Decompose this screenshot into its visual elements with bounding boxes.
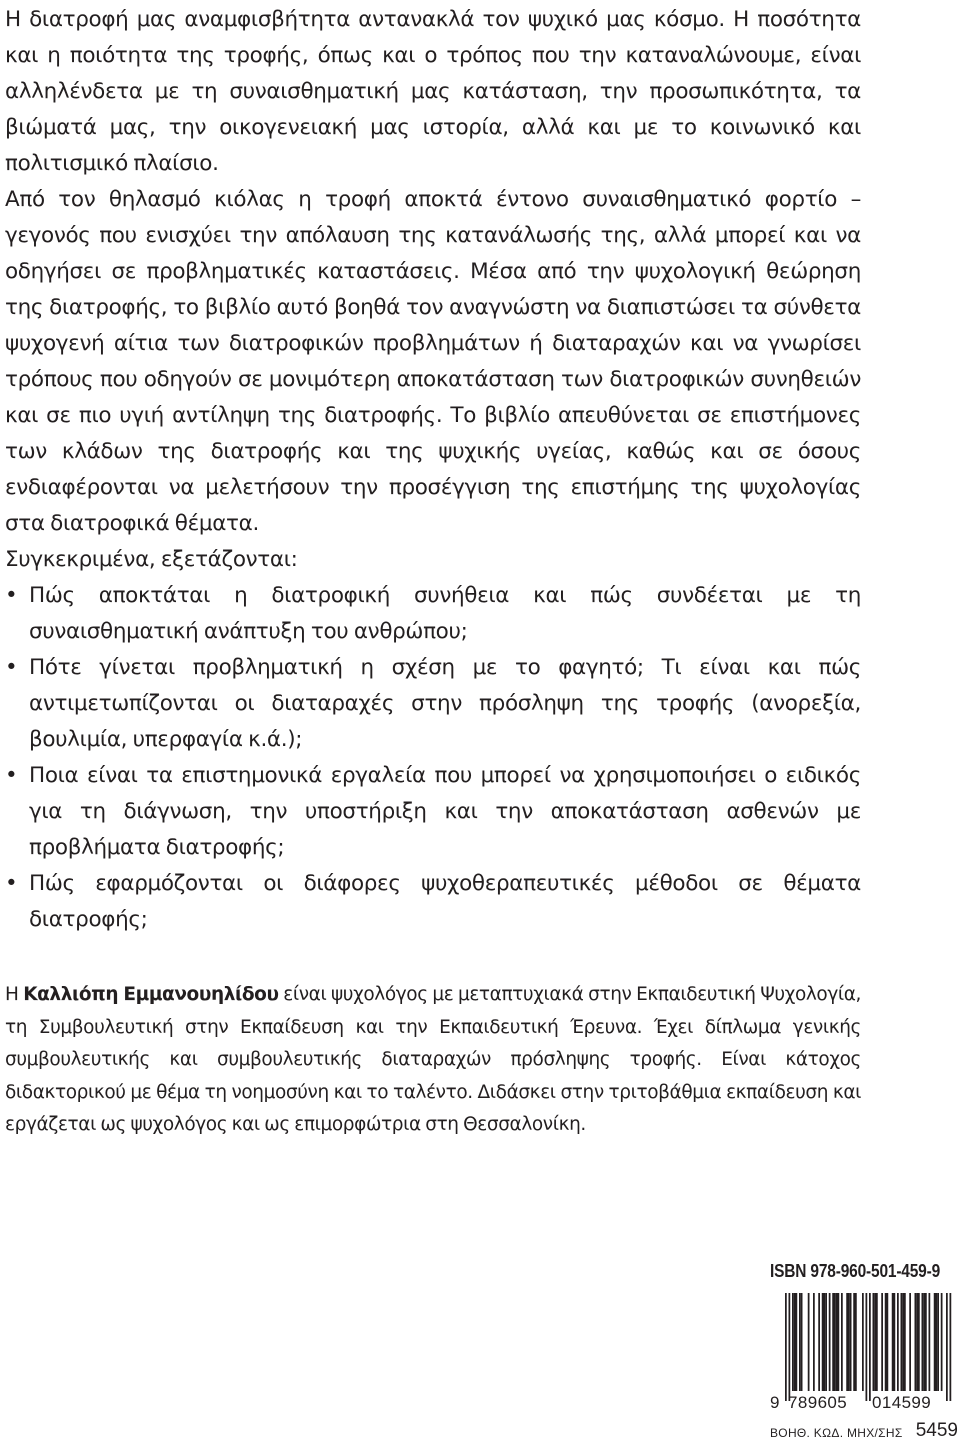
barcode-digit-group-left: 789605 <box>788 1393 848 1412</box>
list-item-text: Πότε γίνεται προβληματική η σχέση με το φαγητό; Τι είναι και πώς αντιμετωπίζονται οι διαταραχές στην πρόσληψη της τροφής (ανορεξία, βουλιμία, υπερφαγία κ.ά.); <box>29 655 861 752</box>
list-item-text: Ποια είναι τα επιστημονικά εργαλεία που μπορεί να χρησιμοποιήσει ο ειδικός για τη διάγνωση, την υποστήριξη και την αποκατάσταση ασθενών με προβλήματα διατροφής; <box>29 763 861 860</box>
list-intro: Συγκεκριμένα, εξετάζονται: <box>5 547 298 572</box>
body-paragraph: Από τον θηλασμό κιόλας η τροφή αποκτά έντονο συναισθηματικό φορτίο – γεγονός που ενισχύει την απόλαυση της κατανάλωσής της, αλλά μπορεί και να οδηγήσει σε προβληματικές καταστάσεις. Μέσα από την ψυχολογική θεώρηση της διατροφής, το βιβλίο αυτό βοηθά τον αναγνώστη να διαπιστώσει τα σύνθετα ψυχογενή αίτια των διατροφικών προβλημάτων ή διαταραχών και να γνωρίσει τρόπους που οδηγούν σε μονιμότερη αποκατάσταση των διατροφικών συνηθειών και σε πιο υγιή αντίληψη της διατροφής. Το βιβλίο απευθύνεται σε επιστήμονες των κλάδων της διατροφής και της ψυχικής υγείας, καθώς και σε όσους ενδιαφέρονται να μελετήσουν την προσέγγιση της επιστήμης της ψυχολογίας στα διατροφικά θέματα. <box>5 187 861 536</box>
list-item <box>5 578 861 650</box>
topics-list <box>5 578 861 938</box>
product-code-number: 5459 <box>915 1420 958 1441</box>
author-bio-text: είναι ψυχολόγος με μεταπτυχιακά στην Εκπαιδευτική Ψυχολογία, τη Συμβουλευτική στην Εκπαίδευση και την Εκπαιδευτική Έρευνα. Έχει δίπλωμα γενικής συμβουλευτικής και συμβουλευτικής διαταραχών πρόσληψης τροφής. Είναι κάτοχος διδακτορικού με θέμα τη νοημοσύνη και το ταλέντο. Διδάσκει στην τριτοβάθμια εκπαίδευση και εργάζεται ως ψυχολόγος και ως επιμορφώτρια στη Θεσσαλονίκη. <box>5 984 862 1135</box>
product-code-label: ΒΟΗΘ. ΚΩΔ. ΜΗΧ/ΣΗΣ <box>770 1426 903 1440</box>
isbn-label: ISBN 978-960-501-459-9 <box>770 1261 941 1281</box>
list-item <box>5 758 861 866</box>
bullet-icon: • <box>5 655 18 680</box>
book-description <box>5 2 861 938</box>
list-item <box>5 866 861 938</box>
intro-paragraph: Η διατροφή μας αναμφισβήτητα αντανακλά τον ψυχικό μας κόσμο. Η ποσότητα και η ποιότητα της τροφής, όπως και ο τρόπος που την καταναλώνουμε, είναι αλληλένδετα με τη συναισθηματική μας κατάσταση, την προσωπικότητα, τα βιώματά μας, την οικογενειακή μας ιστορία, αλλά και με το κοινωνικό και πολιτισμικό πλαίσιο. <box>5 7 861 176</box>
barcode-digit-group-right: 014599 <box>872 1393 932 1412</box>
product-code <box>770 1420 958 1442</box>
author-bio-prefix: Η <box>5 984 19 1005</box>
bullet-icon: • <box>5 871 18 896</box>
author-bio <box>5 979 861 1142</box>
bullet-icon: • <box>5 763 18 788</box>
list-item-text: Πώς εφαρμόζονται οι διάφορες ψυχοθεραπευτικές μέθοδοι σε θέματα διατροφής; <box>29 871 861 932</box>
bullet-icon: • <box>5 583 18 608</box>
author-bio-paragraph <box>5 979 861 1142</box>
list-item <box>5 650 861 758</box>
author-name: Καλλιόπη Εμμανουηλίδου <box>23 984 279 1005</box>
list-item-text: Πώς αποκτάται η διατροφική συνήθεια και πώς συνδέεται με τη συναισθηματική ανάπτυξη του ανθρώπου; <box>29 583 861 644</box>
barcode-lead-digit: 9 <box>770 1393 780 1412</box>
barcode-icon <box>770 1293 958 1409</box>
